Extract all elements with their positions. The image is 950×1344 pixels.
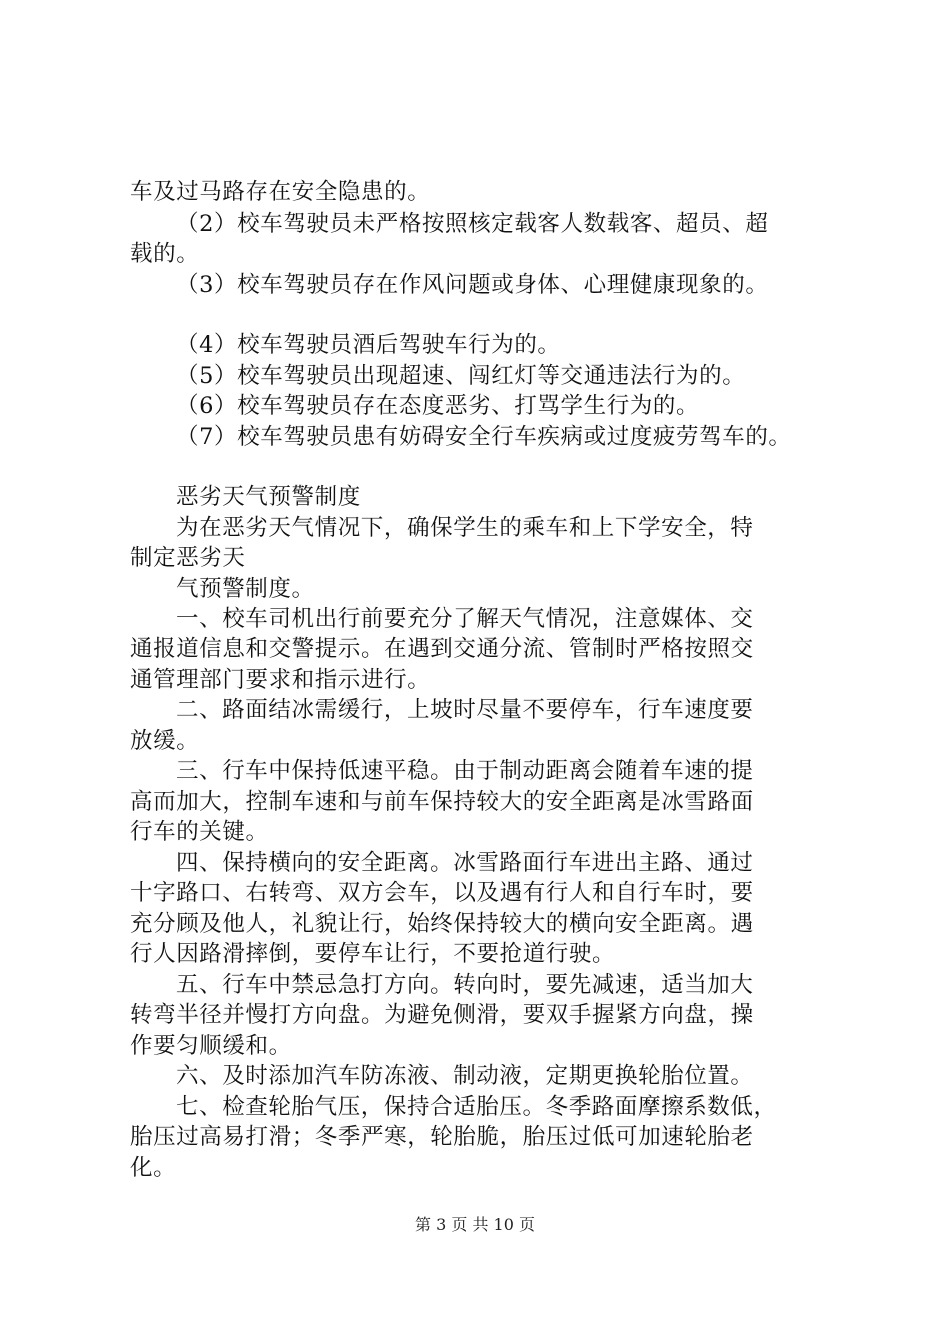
text-line: 为在恶劣天气情况下，确保学生的乘车和上下学安全，特 — [176, 515, 754, 541]
text-line: （3）校车驾驶员存在作风问题或身体、心理健康现象的。 — [176, 272, 769, 298]
text-line: 七、检查轮胎气压，保持合适胎压。冬季路面摩擦系数低， — [176, 1094, 777, 1120]
page-number-footer: 第 3 页 共 10 页 — [415, 1215, 535, 1234]
text-line: 三、行车中保持低速平稳。由于制动距离会随着车速的提 — [176, 758, 754, 784]
text-line: 五、行车中禁忌急打方向。转向时，要先减速，适当加大 — [176, 972, 754, 998]
text-line: （7）校车驾驶员患有妨碍安全行车疾病或过度疲劳驾车的。 — [176, 424, 792, 450]
text-line: 制定恶劣天 — [130, 545, 246, 571]
text-line: 车及过马路存在安全隐患的。 — [130, 179, 431, 205]
text-line: 通管理部门要求和指示进行。 — [130, 667, 431, 693]
text-line: 通报道信息和交警提示。在遇到交通分流、管制时严格按照交 — [130, 636, 754, 662]
text-line: 胎压过高易打滑；冬季严寒，轮胎脆，胎压过低可加速轮胎老 — [130, 1124, 754, 1150]
text-line: （6）校车驾驶员存在态度恶劣、打骂学生行为的。 — [176, 393, 700, 419]
text-line: （2）校车驾驶员未严格按照核定载客人数载客、超员、超 — [176, 211, 769, 237]
text-line: 充分顾及他人，礼貌让行，始终保持较大的横向安全距离。遇 — [130, 911, 754, 937]
text-line: 四、保持横向的安全距离。冰雪路面行车进出主路、通过 — [176, 850, 754, 876]
text-line: 载的。 — [130, 241, 200, 267]
text-line: 行人因路滑摔倒，要停车让行，不要抢道行驶。 — [130, 941, 616, 967]
text-line: 二、路面结冰需缓行，上坡时尽量不要停车，行车速度要 — [176, 697, 754, 723]
text-line: 十字路口、右转弯、双方会车，以及遇有行人和自行车时，要 — [130, 880, 754, 906]
text-line: 高而加大，控制车速和与前车保持较大的安全距离是冰雪路面 — [130, 789, 754, 815]
text-line: 一、校车司机出行前要充分了解天气情况，注意媒体、交 — [176, 606, 754, 632]
section-heading: 恶劣天气预警制度 — [176, 484, 361, 510]
text-line: 放缓。 — [130, 728, 200, 754]
text-line: 行车的关键。 — [130, 819, 269, 845]
text-line: 六、及时添加汽车防冻液、制动液，定期更换轮胎位置。 — [176, 1063, 754, 1089]
text-line: （4）校车驾驶员酒后驾驶车行为的。 — [176, 332, 561, 358]
text-line: （5）校车驾驶员出现超速、闯红灯等交通违法行为的。 — [176, 363, 746, 389]
text-line: 气预警制度。 — [176, 576, 315, 602]
text-line: 转弯半径并慢打方向盘。为避免侧滑，要双手握紧方向盘，操 — [130, 1002, 754, 1028]
text-line: 作要匀顺缓和。 — [130, 1033, 292, 1059]
text-line: 化。 — [130, 1155, 177, 1181]
